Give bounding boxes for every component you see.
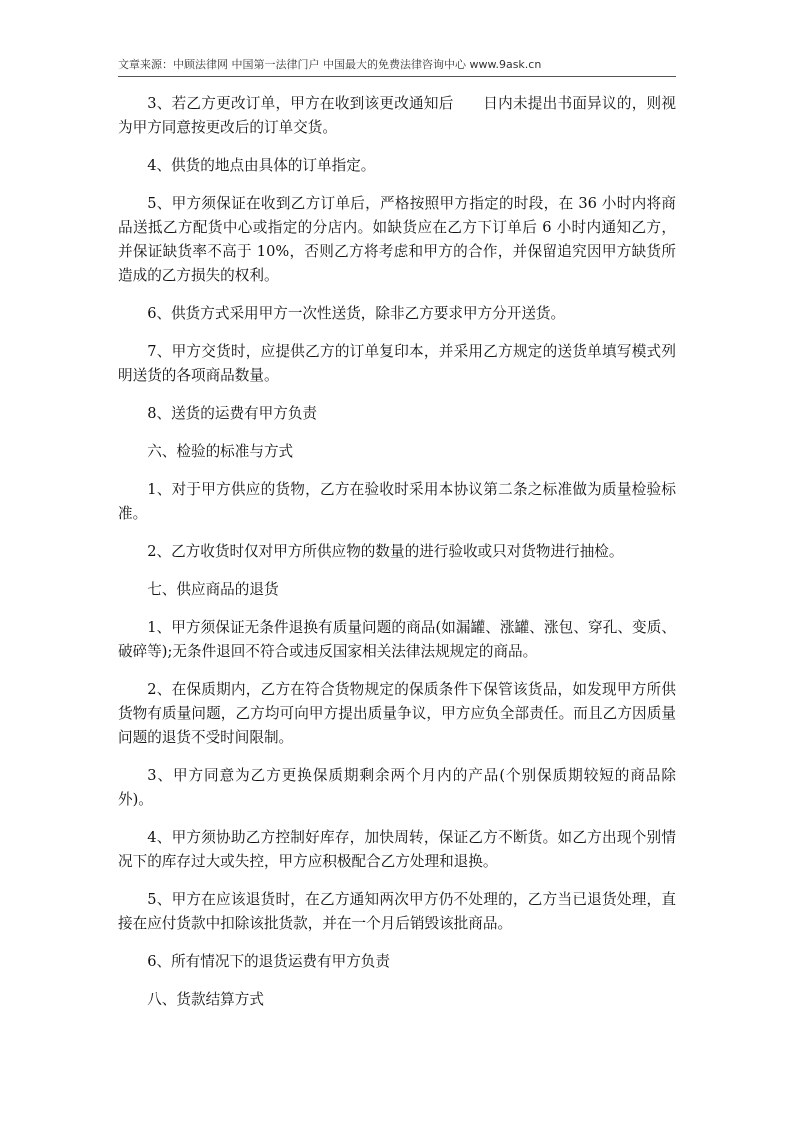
- document-body: [118, 92, 676, 1012]
- paragraph: 1、甲方须保证无条件退换有质量问题的商品(如漏罐、涨罐、涨包、穿孔、变质、破碎等);无条件退回不符合或违反国家相关法律法规规定的商品。: [118, 619, 676, 660]
- section-heading: 六、检验的标准与方式: [147, 443, 294, 460]
- paragraph: 3、若乙方更改订单，甲方在收到该更改通知后 日内未提出书面异议的，则视为甲方同意按更改后的订单交货。: [118, 95, 676, 136]
- paragraph: 4、供货的地点由具体的订单指定。: [147, 157, 376, 174]
- paragraph: 2、在保质期内，乙方在符合货物规定的保质条件下保管该货品，如发现甲方所供货物有质量问题，乙方均可向甲方提出质量争议，甲方应负全部责任。而且乙方因质量问题的退货不受时间限制。: [118, 681, 676, 746]
- paragraph: 4、甲方须协助乙方控制好库存，加快周转，保证乙方不断货。如乙方出现个别情况下的库存过大或失控，甲方应积极配合乙方处理和退换。: [118, 829, 676, 870]
- paragraph: 5、甲方在应该退货时，在乙方通知两次甲方仍不处理的，乙方当已退货处理，直接在应付货款中扣除该批货款，并在一个月后销毁该批商品。: [118, 891, 676, 932]
- paragraph: 6、所有情况下的退货运费有甲方负责: [147, 953, 390, 970]
- paragraph: 6、供货方式采用甲方一次性送货，除非乙方要求甲方分开送货。: [147, 305, 566, 322]
- paragraph: 2、乙方收货时仅对甲方所供应物的数量的进行验收或只对货物进行抽检。: [147, 543, 624, 560]
- page-header: [118, 56, 676, 77]
- paragraph: 7、甲方交货时，应提供乙方的订单复印本，并采用乙方规定的送货单填写模式列明送货的各项商品数量。: [118, 343, 676, 384]
- section-heading: 七、供应商品的退货: [147, 581, 279, 598]
- paragraph: 3、甲方同意为乙方更换保质期剩余两个月内的产品(个别保质期较短的商品除外)。: [118, 767, 676, 808]
- paragraph: 1、对于甲方供应的货物，乙方在验收时采用本协议第二条之标准做为质量检验标准。: [118, 481, 676, 522]
- paragraph: 5、甲方须保证在收到乙方订单后，严格按照甲方指定的时段，在 36 小时内将商品送抵乙方配货中心或指定的分店内。如缺货应在乙方下订单后 6 小时内通知乙方，并保证缺货率不高于 10%，否则乙方将考虑和甲方的合作，并保留追究因甲方缺货所造成的乙方损失的权利。: [118, 195, 676, 284]
- section-heading: 八、货款结算方式: [147, 991, 264, 1008]
- paragraph: 8、送货的运费有甲方负责: [147, 405, 318, 422]
- header-source-text: 文章来源：中顾法律网 中国第一法律门户 中国最大的免费法律咨询中心 www.9ask.cn: [118, 58, 542, 71]
